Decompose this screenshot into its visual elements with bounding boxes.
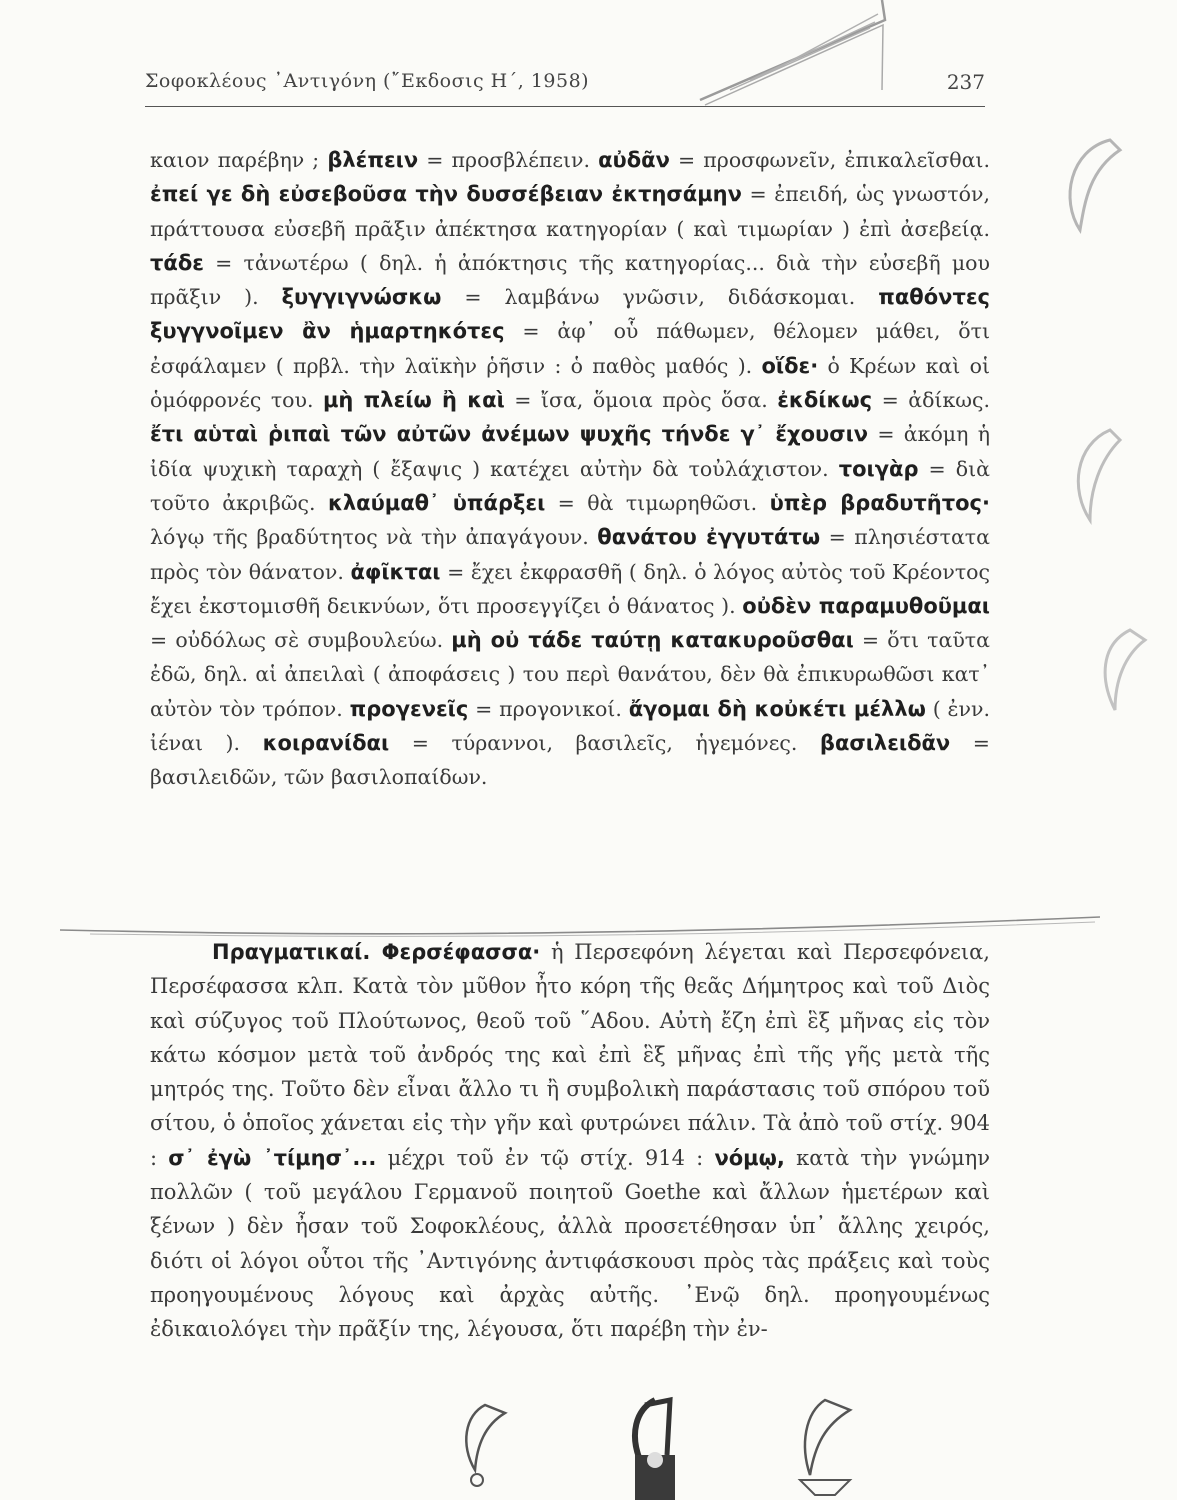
running-title: Σοφοκλέους ᾿Αντιγόνη (῎Εκδοσις Η΄, 1958) [145,70,590,92]
margin-doodle-middle [1060,420,1140,530]
pencil-pennant-sketch [690,0,910,110]
factual-notes-paragraph: Πραγματικαί. Φερσέφασσα· ἡ Περσεφόνη λέγεται καὶ Περσεφόνεια, Περσέφασσα κλπ. Κατὰ τὸν μῦθον ἦτο κόρη τῆς θεᾶς Δήμητρος καὶ τοῦ Διὸς καὶ σύζυγος τοῦ Πλούτωνος, θεοῦ τοῦ ῞Αδου. Αὐτὴ ἔζη ἐπὶ ἓξ μῆνας εἰς τὸν κάτω κόσμον μετὰ τοῦ ἀνδρός της καὶ ἐπὶ ἓξ μῆνας ἐπὶ τῆς γῆς μετὰ τῆς μητρός της. Τοῦτο δὲν εἶναι ἄλλο τι ἢ συμβολικὴ παράστασις τοῦ σπόρου τοῦ σίτου, ὁ ὁποῖος χάνεται εἰς τὴν γῆν καὶ φυτρώνει πάλιν. Τὰ ἀπὸ τοῦ στίχ. 904 : σ᾿ ἐγὼ ᾿τίμησ᾿... μέχρι τοῦ ἐν τῷ στίχ. 914 : νόμῳ, κατὰ τὴν γνώμην πολλῶν ( τοῦ μεγάλου Γερμανοῦ ποιητοῦ Goethe καὶ ἄλλων ἡμετέρων καὶ ξένων ) δὲν ἦσαν τοῦ Σοφοκλέους, ἀλλὰ προσετέθησαν ὑπ᾿ ἄλλης χειρός, διότι οἱ λόγοι οὗτοι τῆς ᾿Αντιγόνης ἀντιφάσκουσι πρὸς τὰς πράξεις καὶ τοὺς προηγουμένους λόγους καὶ ἀρχὰς αὐτῆς. ᾿Ενῷ δηλ. προηγουμένως ἐδικαιολόγει τὴν πρᾶξίν της, λέγουσα, ὅτι παρέβη τὴν ἐν- [150,940,990,1342]
margin-doodle-top [1050,130,1140,240]
margin-doodle-lower [1090,620,1160,720]
commentary-paragraph: καιον παρέβην ; βλέπειν = προσβλέπειν. αὐδᾶν = προσφωνεῖν, ἐπικαλεῖσθαι. ἐπεί γε δὴ εὐσεβοῦσα τὴν δυσσέβειαν ἐκτησάμην = ἐπειδή, ὡς γνωστόν, πράττουσα εὐσεβῆ πρᾶξιν ἀπέκτησα κατηγορίαν ( καὶ τιμωρίαν ) ἐπὶ ἀσεβείᾳ. τάδε = τἀνωτέρω ( δηλ. ἡ ἀπόκτησις τῆς κατηγορίας... διὰ τὴν εὐσεβῆ μου πρᾶξιν ). ξυγγιγνώσκω = λαμβάνω γνῶσιν, διδάσκομαι. παθόντες ξυγγνοῖμεν ἂν ἡμαρτηκότες = ἀφ᾿ οὗ πάθωμεν, θέλομεν μάθει, ὅτι ἐσφάλαμεν ( πρβλ. τὴν λαϊκὴν ῥῆσιν : ὁ παθὸς μαθός ). οἵδε· ὁ Κρέων καὶ οἱ ὁμόφρονές του. μὴ πλείω ἢ καὶ = ἴσα, ὅμοια πρὸς ὅσα. ἐκδίκως = ἀδίκως. ἔτι αὑταὶ ῥιπαὶ τῶν αὐτῶν ἀνέμων ψυχῆς τήνδε γ᾿ ἔχουσιν = ἀκόμη ἡ ἰδία ψυχικὴ ταραχὴ ( ἔξαψις ) κατέχει αὐτὴν δὰ τοὐλάχιστον. τοιγὰρ = διὰ τοῦτο ἀκριβῶς. κλαύμαθ᾿ ὑπάρξει = θὰ τιμωρηθῶσι. ὑπὲρ βραδυτῆτος· λόγῳ τῆς βραδύτητος νὰ τὴν ἀπαγάγουν. θανάτου ἐγγυτάτω = πλησιέστατα πρὸς τὸν θάνατον. ἀφῖκται = ἔχει ἐκφρασθῆ ( δηλ. ὁ λόγος αὐτὸς τοῦ Κρέοντος ἔχει ἐκστομισθῆ δεικνύων, ὅτι προσεγγίζει ὁ θάνατος ). οὐδὲν παραμυθοῦμαι = οὐδόλως σὲ συμβουλεύω. μὴ οὐ τάδε ταύτῃ κατακυροῦσθαι = ὅτι ταῦτα ἐδῶ, δηλ. αἱ ἀπειλαὶ ( ἀποφάσεις ) του περὶ θανάτου, δὲν θὰ ἐπικυρωθῶσι κατ᾿ αὐτὸν τὸν τρόπον. προγενεῖς = προγονικοί. ἄγομαι δὴ κοὐκέτι μέλλω ( ἐνν. ἰέναι ). κοιρανίδαι = τύραννοι, βασιλεῖς, ἡγεμόνες. βασιλειδᾶν = βασιλειδῶν, τῶν βασιλοπαίδων. [150,148,990,790]
bottom-doodle-figures [455,1395,875,1500]
page-number: 237 [946,70,985,94]
